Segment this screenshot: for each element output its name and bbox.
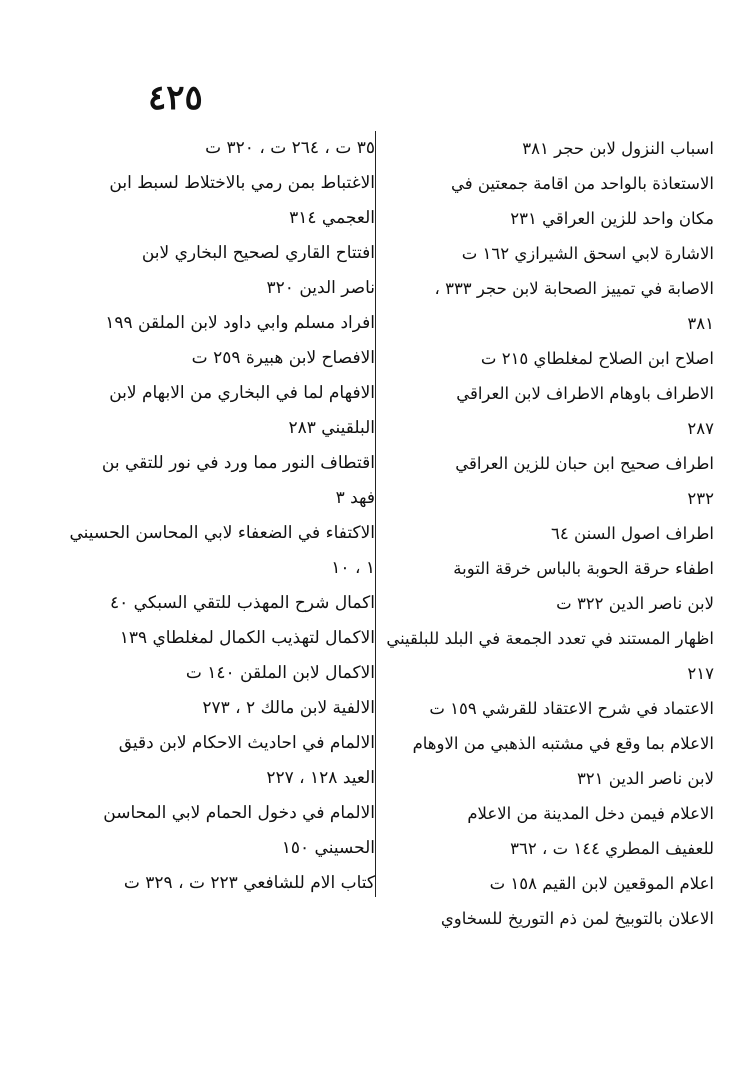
index-line: اسباب النزول لابن حجر ٣٨١ <box>522 139 714 158</box>
index-line: ٣٥ ت ، ٢٦٤ ت ، ٣٢٠ ت <box>205 138 375 158</box>
index-line: الالمام في احاديث الاحكام لابن دقيق <box>118 733 375 753</box>
index-line: الاعلام فيمن دخل المدينة من الاعلام <box>467 804 714 823</box>
index-line: افراد مسلم وابي داود لابن الملقن ١٩٩ <box>105 313 375 333</box>
right-column <box>381 131 714 936</box>
index-line: الاعتماد في شرح الاعتقاد للقرشي ١٥٩ ت <box>429 699 714 718</box>
left-column <box>69 131 375 901</box>
index-line: فهد ٣ <box>335 488 375 508</box>
index-line: الاغتباط بمن رمي بالاختلاط لسبط ابن <box>109 173 375 193</box>
index-line: ٢٨٧ <box>687 419 714 438</box>
index-line: الاكمال لتهذيب الكمال لمغلطاي ١٣٩ <box>119 628 375 648</box>
index-line: كتاب الام للشافعي ٢٢٣ ت ، ٣٢٩ ت <box>123 873 375 893</box>
index-line: الاطراف باوهام الاطراف لابن العراقي <box>456 384 714 403</box>
index-line: الالفية لابن مالك ٢ ، ٢٧٣ <box>202 698 375 718</box>
index-line: اطراف صحيح ابن حبان للزين العراقي <box>455 454 714 473</box>
index-line: اطفاء حرقة الحوبة بالباس خرقة التوبة <box>453 559 714 578</box>
index-line: الاكمال لابن الملقن ١٤٠ ت <box>185 663 375 683</box>
index-line: الافصاح لابن هبيرة ٢٥٩ ت <box>191 348 375 368</box>
index-line: اكمال شرح المهذب للتقي السبكي ٤٠ <box>109 593 375 613</box>
index-line: الافهام لما في البخاري من الابهام لابن <box>109 383 375 403</box>
index-line: العيد ١٢٨ ، ٢٢٧ <box>266 768 375 788</box>
index-line: الاعلان بالتوبيخ لمن ذم التوريخ للسخاوي <box>440 909 714 928</box>
index-line: الاشارة لابي اسحق الشيرازي ١٦٢ ت <box>461 244 714 263</box>
index-line: الاستعاذة بالواحد من اقامة جمعتين في <box>450 174 714 193</box>
index-line: ١ ، ١٠ <box>331 558 375 578</box>
index-line: ٢١٧ <box>687 664 714 683</box>
index-line: لابن ناصر الدين ٣٢١ <box>576 769 714 788</box>
index-line: افتتاح القاري لصحيح البخاري لابن <box>141 243 375 263</box>
index-line: مكان واحد للزين العراقي ٢٣١ <box>510 209 714 228</box>
index-line: العجمي ٣١٤ <box>289 208 375 228</box>
index-line: الاعلام بما وقع في مشتبه الذهبي من الاوهام <box>412 734 714 753</box>
index-line: الاصابة في تمييز الصحابة لابن حجر ٣٣٣ ، <box>434 279 714 298</box>
index-line: اقتطاف النور مما ورد في نور للتقي بن <box>101 453 375 473</box>
page-number: ٤٢٥ <box>148 78 203 118</box>
index-line: اصلاح ابن الصلاح لمغلطاي ٢١٥ ت <box>480 349 714 368</box>
index-line: اعلام الموقعين لابن القيم ١٥٨ ت <box>489 874 714 893</box>
index-line: اطراف اصول السنن ٦٤ <box>551 524 714 543</box>
index-line: اظهار المستند في تعدد الجمعة في البلد للبلقيني <box>386 629 714 648</box>
index-line: ٣٨١ <box>687 314 714 333</box>
column-divider <box>375 131 376 897</box>
index-line: ناصر الدين ٣٢٠ <box>266 278 375 298</box>
index-line: للعفيف المطري ١٤٤ ت ، ٣٦٢ <box>510 839 714 858</box>
index-line: ٢٣٢ <box>687 489 714 508</box>
index-line: الاكتفاء في الضعفاء لابي المحاسن الحسيني <box>69 523 375 543</box>
index-line: الحسيني ١٥٠ <box>281 838 375 858</box>
index-line: الالمام في دخول الحمام لابي المحاسن <box>103 803 375 823</box>
index-line: لابن ناصر الدين ٣٢٢ ت <box>556 594 714 613</box>
index-line: البلقيني ٢٨٣ <box>288 418 375 438</box>
